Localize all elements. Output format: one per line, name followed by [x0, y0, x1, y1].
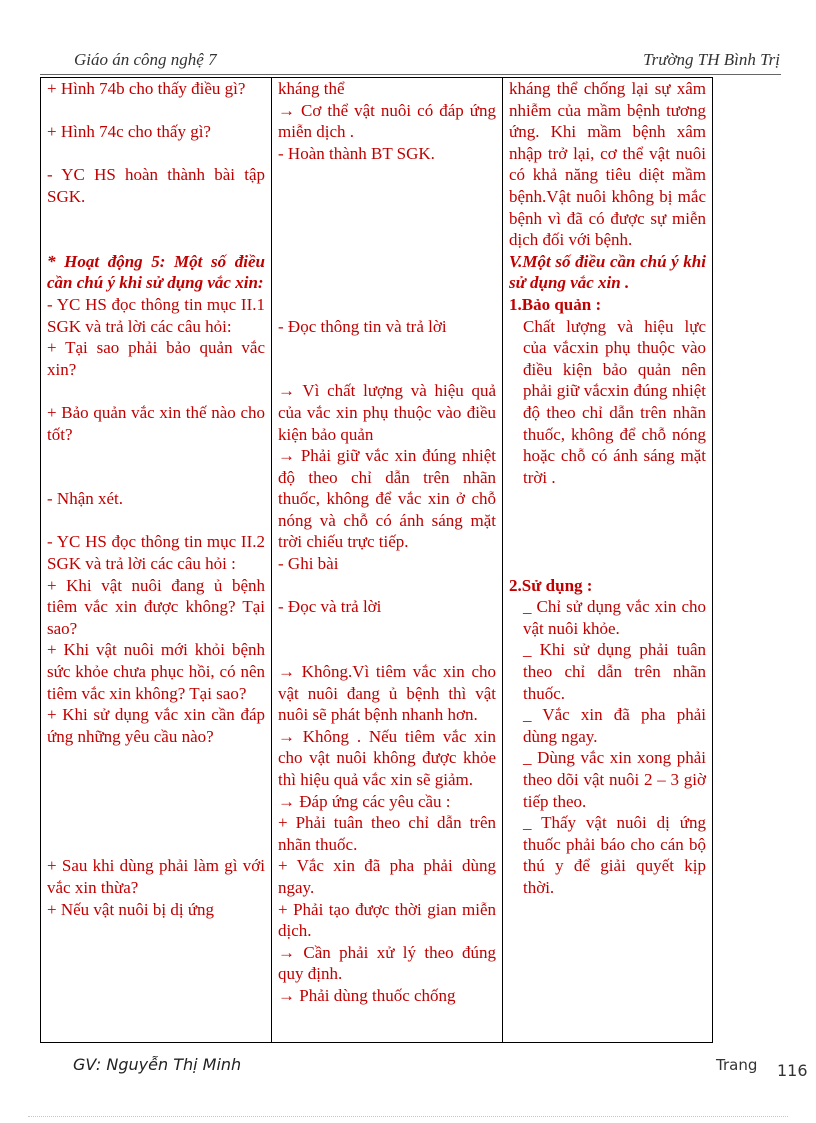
cell-line: 1.Bảo quản :	[509, 294, 602, 314]
header-school: Trường TH Bình Trị	[643, 50, 780, 69]
student-activity-column	[272, 78, 503, 1043]
cell-line: + Phải tạo được thời gian miễn dịch.	[278, 899, 496, 941]
cell-line	[47, 380, 265, 402]
cell-line: - Ghi bài	[278, 554, 339, 574]
lesson-table	[40, 77, 713, 1043]
cell-line: + Bảo quản vắc xin thế nào cho tốt?	[47, 402, 265, 444]
cell-line: _ Dùng vắc xin xong phải theo dõi vật nuôi 2 – 3 giờ tiếp theo.	[523, 748, 706, 811]
cell-line: - Đọc và trả lời	[278, 597, 382, 617]
cell-line	[278, 251, 496, 273]
cell-line: → Cần phải xử lý theo đúng quy định.	[278, 942, 496, 984]
cell-line: _ Vắc xin đã pha phải dùng ngay.	[523, 705, 706, 746]
cell-line	[278, 294, 496, 316]
cell-line	[47, 747, 265, 769]
cell-line: 2.Sử dụng :	[509, 575, 593, 595]
cell-line	[47, 834, 265, 856]
cell-line: kháng thể	[278, 79, 345, 98]
page-bottom-border	[28, 1116, 788, 1117]
cell-line: → Vì chất lượng và hiệu quả của vắc xin phụ thuộc vào điều kiện bảo quản	[278, 381, 496, 444]
cell-line: + Hình 74c cho thấy gì?	[47, 122, 211, 142]
teacher-activity-column	[41, 78, 272, 1043]
cell-line: + Tại sao phải bảo quản vắc xin?	[47, 338, 265, 379]
cell-line	[278, 359, 496, 381]
cell-line	[47, 100, 265, 122]
cell-line	[47, 445, 265, 467]
cell-line: - Đọc thông tin và trả lời	[278, 316, 447, 336]
cell-line: → Không.Vì tiêm vắc xin cho vật nuôi đang ủ bệnh thì vật nuôi sẽ phát bệnh nhanh hơn.	[278, 662, 496, 725]
cell-line	[47, 143, 265, 165]
cell-line	[509, 510, 706, 532]
cell-line: + Vắc xin đã pha phải dùng ngay.	[278, 856, 496, 897]
cell-line	[278, 229, 496, 251]
header-subject: Giáo án công nghệ 7	[74, 50, 217, 69]
cell-line	[509, 531, 706, 553]
page-label: Trang	[716, 1056, 758, 1074]
cell-line: + Hình 74b cho thấy điều gì?	[47, 79, 246, 98]
cell-line: → Đáp ứng các yêu cầu :	[278, 791, 451, 811]
cell-line: + Khi vật nuôi mới khỏi bệnh sức khỏe chưa phục hồi, có nên tiêm vắc xin không? Tại sao?	[47, 640, 265, 703]
cell-line	[47, 208, 265, 230]
cell-line: → Phải dùng thuốc chống	[278, 985, 456, 1005]
cell-line	[47, 229, 265, 251]
cell-line: _ Khi sử dụng phải tuân theo chỉ dẫn trên nhãn thuốc.	[523, 640, 706, 703]
cell-line	[278, 575, 496, 597]
cell-line: * Hoạt động 5: Một số điều cần chú ý khi sử dụng vắc xin:	[47, 251, 265, 293]
cell-line: kháng thể chống lại sự xâm nhiễm của mầm bệnh tương ứng. Khi mầm bệnh xâm nhập trở lại, cơ thể vật nuôi có khả năng tiêu diệt mầm bệnh.Vật nuôi không bị mắc bệnh vì đã có được sự miễn dịch đối với bệnh.	[509, 79, 706, 250]
cell-line: _ Thấy vật nuôi dị ứng thuốc phải báo cho cán bộ thú y để giải quyết kịp thời.	[523, 813, 706, 897]
cell-line	[278, 164, 496, 186]
cell-line: V.Một số điều cần chú ý khi sử dụng vắc xin .	[509, 251, 706, 293]
cell-line: - Nhận xét.	[47, 489, 124, 509]
cell-line	[278, 208, 496, 230]
cell-line: → Cơ thể vật nuôi có đáp ứng miễn dịch .	[278, 100, 496, 142]
cell-line	[278, 618, 496, 640]
cell-line	[278, 272, 496, 294]
cell-line	[47, 467, 265, 489]
cell-line: - YC HS đọc thông tin mục II.1 SGK và trả lời các câu hỏi:	[47, 294, 265, 336]
cell-line: + Khi sử dụng vắc xin cần đáp ứng những yêu cầu nào?	[47, 705, 265, 746]
content-column	[503, 78, 713, 1043]
cell-line	[47, 769, 265, 791]
cell-line: _ Chỉ sử dụng vắc xin cho vật nuôi khỏe.	[523, 597, 706, 638]
teacher-name: GV: Nguyễn Thị Minh	[73, 1055, 242, 1074]
cell-line: Chất lượng và hiệu lực của vắcxin phụ thuộc vào điều kiện bảo quản nên phải giữ vắcxin đúng nhiệt độ theo chỉ dẫn trên nhãn thuốc, không để chỗ nóng hoặc chỗ có ánh sáng mặt trời .	[523, 316, 706, 487]
cell-line	[509, 553, 706, 575]
cell-line: → Phải giữ vắc xin đúng nhiệt độ theo chỉ dẫn trên nhãn thuốc, không để vắc xin ở chỗ nóng và chỗ có ánh sáng mặt trời chiếu trực tiếp.	[278, 446, 496, 552]
cell-line: + Sau khi dùng phải làm gì với vắc xin thừa?	[47, 856, 265, 897]
cell-line: + Nếu vật nuôi bị dị ứng	[47, 899, 215, 919]
cell-line	[278, 639, 496, 661]
cell-line	[278, 186, 496, 208]
cell-line: - YC HS đọc thông tin mục II.2 SGK và trả lời các câu hỏi :	[47, 532, 265, 574]
lesson-row	[41, 78, 713, 1043]
cell-line	[47, 812, 265, 834]
cell-line	[509, 488, 706, 510]
cell-line	[278, 337, 496, 359]
cell-line: + Phải tuân theo chỉ dẫn trên nhãn thuốc.	[278, 813, 496, 854]
cell-line: + Khi vật nuôi đang ủ bệnh tiêm vắc xin được không? Tại sao?	[47, 575, 265, 638]
cell-line: - Hoàn thành BT SGK.	[278, 143, 435, 163]
page-number: 116	[777, 1061, 808, 1080]
cell-line	[47, 510, 265, 532]
cell-line: → Không . Nếu tiêm vắc xin cho vật nuôi không được khỏe thì hiệu quả vắc xin sẽ giảm.	[278, 726, 496, 789]
header-divider	[40, 74, 781, 75]
cell-line	[47, 791, 265, 813]
cell-line: - YC HS hoàn thành bài tập SGK.	[47, 165, 265, 206]
